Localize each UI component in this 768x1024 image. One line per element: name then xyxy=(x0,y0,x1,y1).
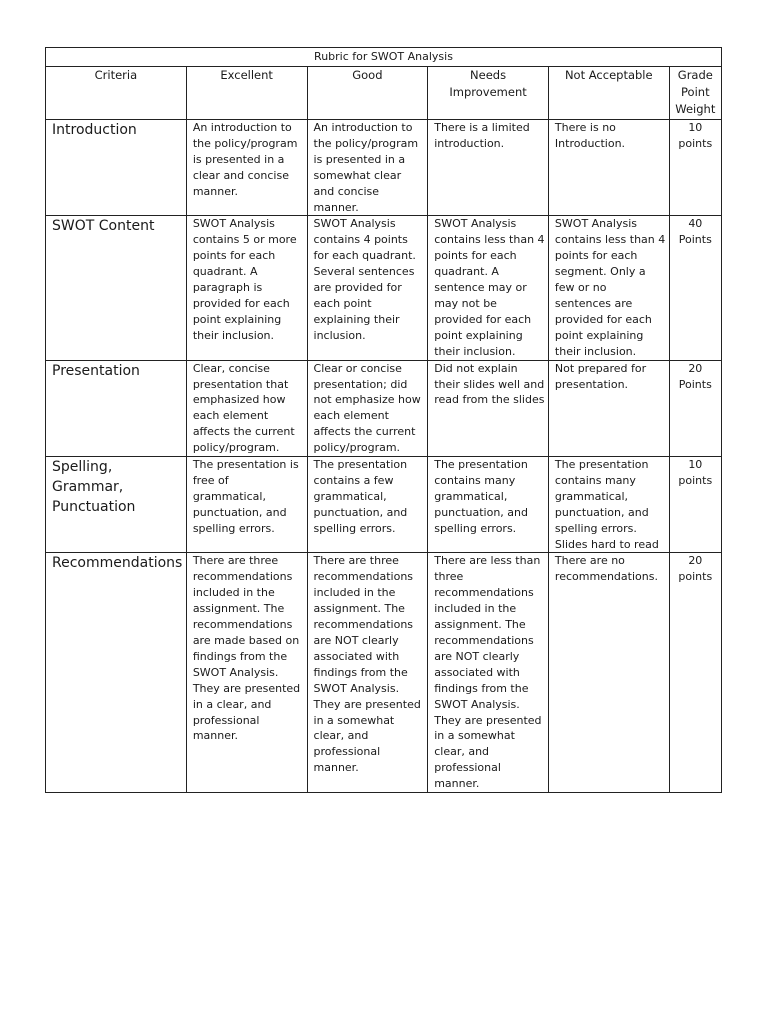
weight-cell: 40 Points xyxy=(669,216,721,360)
table-title: Rubric for SWOT Analysis xyxy=(46,48,722,67)
criteria-cell: Recommendations xyxy=(46,553,187,793)
weight-cell: 10 points xyxy=(669,457,721,553)
excellent-cell: Clear, concise presentation that emphasized how each element affects the current policy/program. xyxy=(186,360,307,456)
needs-improvement-cell: There is a limited introduction. xyxy=(428,120,549,216)
good-cell: SWOT Analysis contains 4 points for each quadrant. Several sentences are provided for each point explaining their inclusion. xyxy=(307,216,428,360)
header-excellent: Excellent xyxy=(186,67,307,120)
good-cell: The presentation contains a few grammatical, punctuation, and spelling errors. xyxy=(307,457,428,553)
table-row xyxy=(46,216,722,360)
weight-cell: 20 Points xyxy=(669,360,721,456)
not-acceptable-cell: There are no recommendations. xyxy=(548,553,669,793)
good-cell: An introduction to the policy/program is presented in a somewhat clear and concise manner. xyxy=(307,120,428,216)
not-acceptable-cell: Not prepared for presentation. xyxy=(548,360,669,456)
weight-cell: 10 points xyxy=(669,120,721,216)
table-row xyxy=(46,360,722,456)
header-row xyxy=(46,67,722,120)
criteria-cell: Spelling, Grammar, Punctuation xyxy=(46,457,187,553)
excellent-cell: The presentation is free of grammatical, punctuation, and spelling errors. xyxy=(186,457,307,553)
header-good: Good xyxy=(307,67,428,120)
good-cell: Clear or concise presentation; did not emphasize how each element affects the current policy/program. xyxy=(307,360,428,456)
not-acceptable-cell: The presentation contains many grammatical, punctuation, and spelling errors. Slides hard to read xyxy=(548,457,669,553)
excellent-cell: SWOT Analysis contains 5 or more points for each quadrant. A paragraph is provided for each point explaining their inclusion. xyxy=(186,216,307,360)
needs-improvement-cell: Did not explain their slides well and read from the slides xyxy=(428,360,549,456)
header-needs-improvement: Needs Improvement xyxy=(428,67,549,120)
weight-cell: 20 points xyxy=(669,553,721,793)
table-row xyxy=(46,120,722,216)
excellent-cell: An introduction to the policy/program is presented in a clear and concise manner. xyxy=(186,120,307,216)
not-acceptable-cell: SWOT Analysis contains less than 4 points for each segment. Only a few or no sentences are provided for each point explaining their inclusion. xyxy=(548,216,669,360)
criteria-cell: Presentation xyxy=(46,360,187,456)
table-row xyxy=(46,553,722,793)
excellent-cell: There are three recommendations included in the assignment. The recommendations are made based on findings from the SWOT Analysis. They are presented in a clear, and professional manner. xyxy=(186,553,307,793)
criteria-cell: Introduction xyxy=(46,120,187,216)
criteria-cell: SWOT Content xyxy=(46,216,187,360)
not-acceptable-cell: There is no Introduction. xyxy=(548,120,669,216)
title-row xyxy=(46,48,722,67)
header-grade-point-weight: Grade Point Weight xyxy=(669,67,721,120)
needs-improvement-cell: There are less than three recommendations included in the assignment. The recommendations are NOT clearly associated with findings from the SWOT Analysis. They are presented in a somewhat clear, and professional manner. xyxy=(428,553,549,793)
header-criteria: Criteria xyxy=(46,67,187,120)
header-not-acceptable: Not Acceptable xyxy=(548,67,669,120)
table-row xyxy=(46,457,722,553)
needs-improvement-cell: SWOT Analysis contains less than 4 points for each quadrant. A sentence may or may not be provided for each point explaining their inclusion. xyxy=(428,216,549,360)
needs-improvement-cell: The presentation contains many grammatical, punctuation, and spelling errors. xyxy=(428,457,549,553)
good-cell: There are three recommendations included in the assignment. The recommendations are NOT clearly associated with findings from the SWOT Analysis. They are presented in a somewhat clear, and professional manner. xyxy=(307,553,428,793)
rubric-table xyxy=(45,47,722,793)
